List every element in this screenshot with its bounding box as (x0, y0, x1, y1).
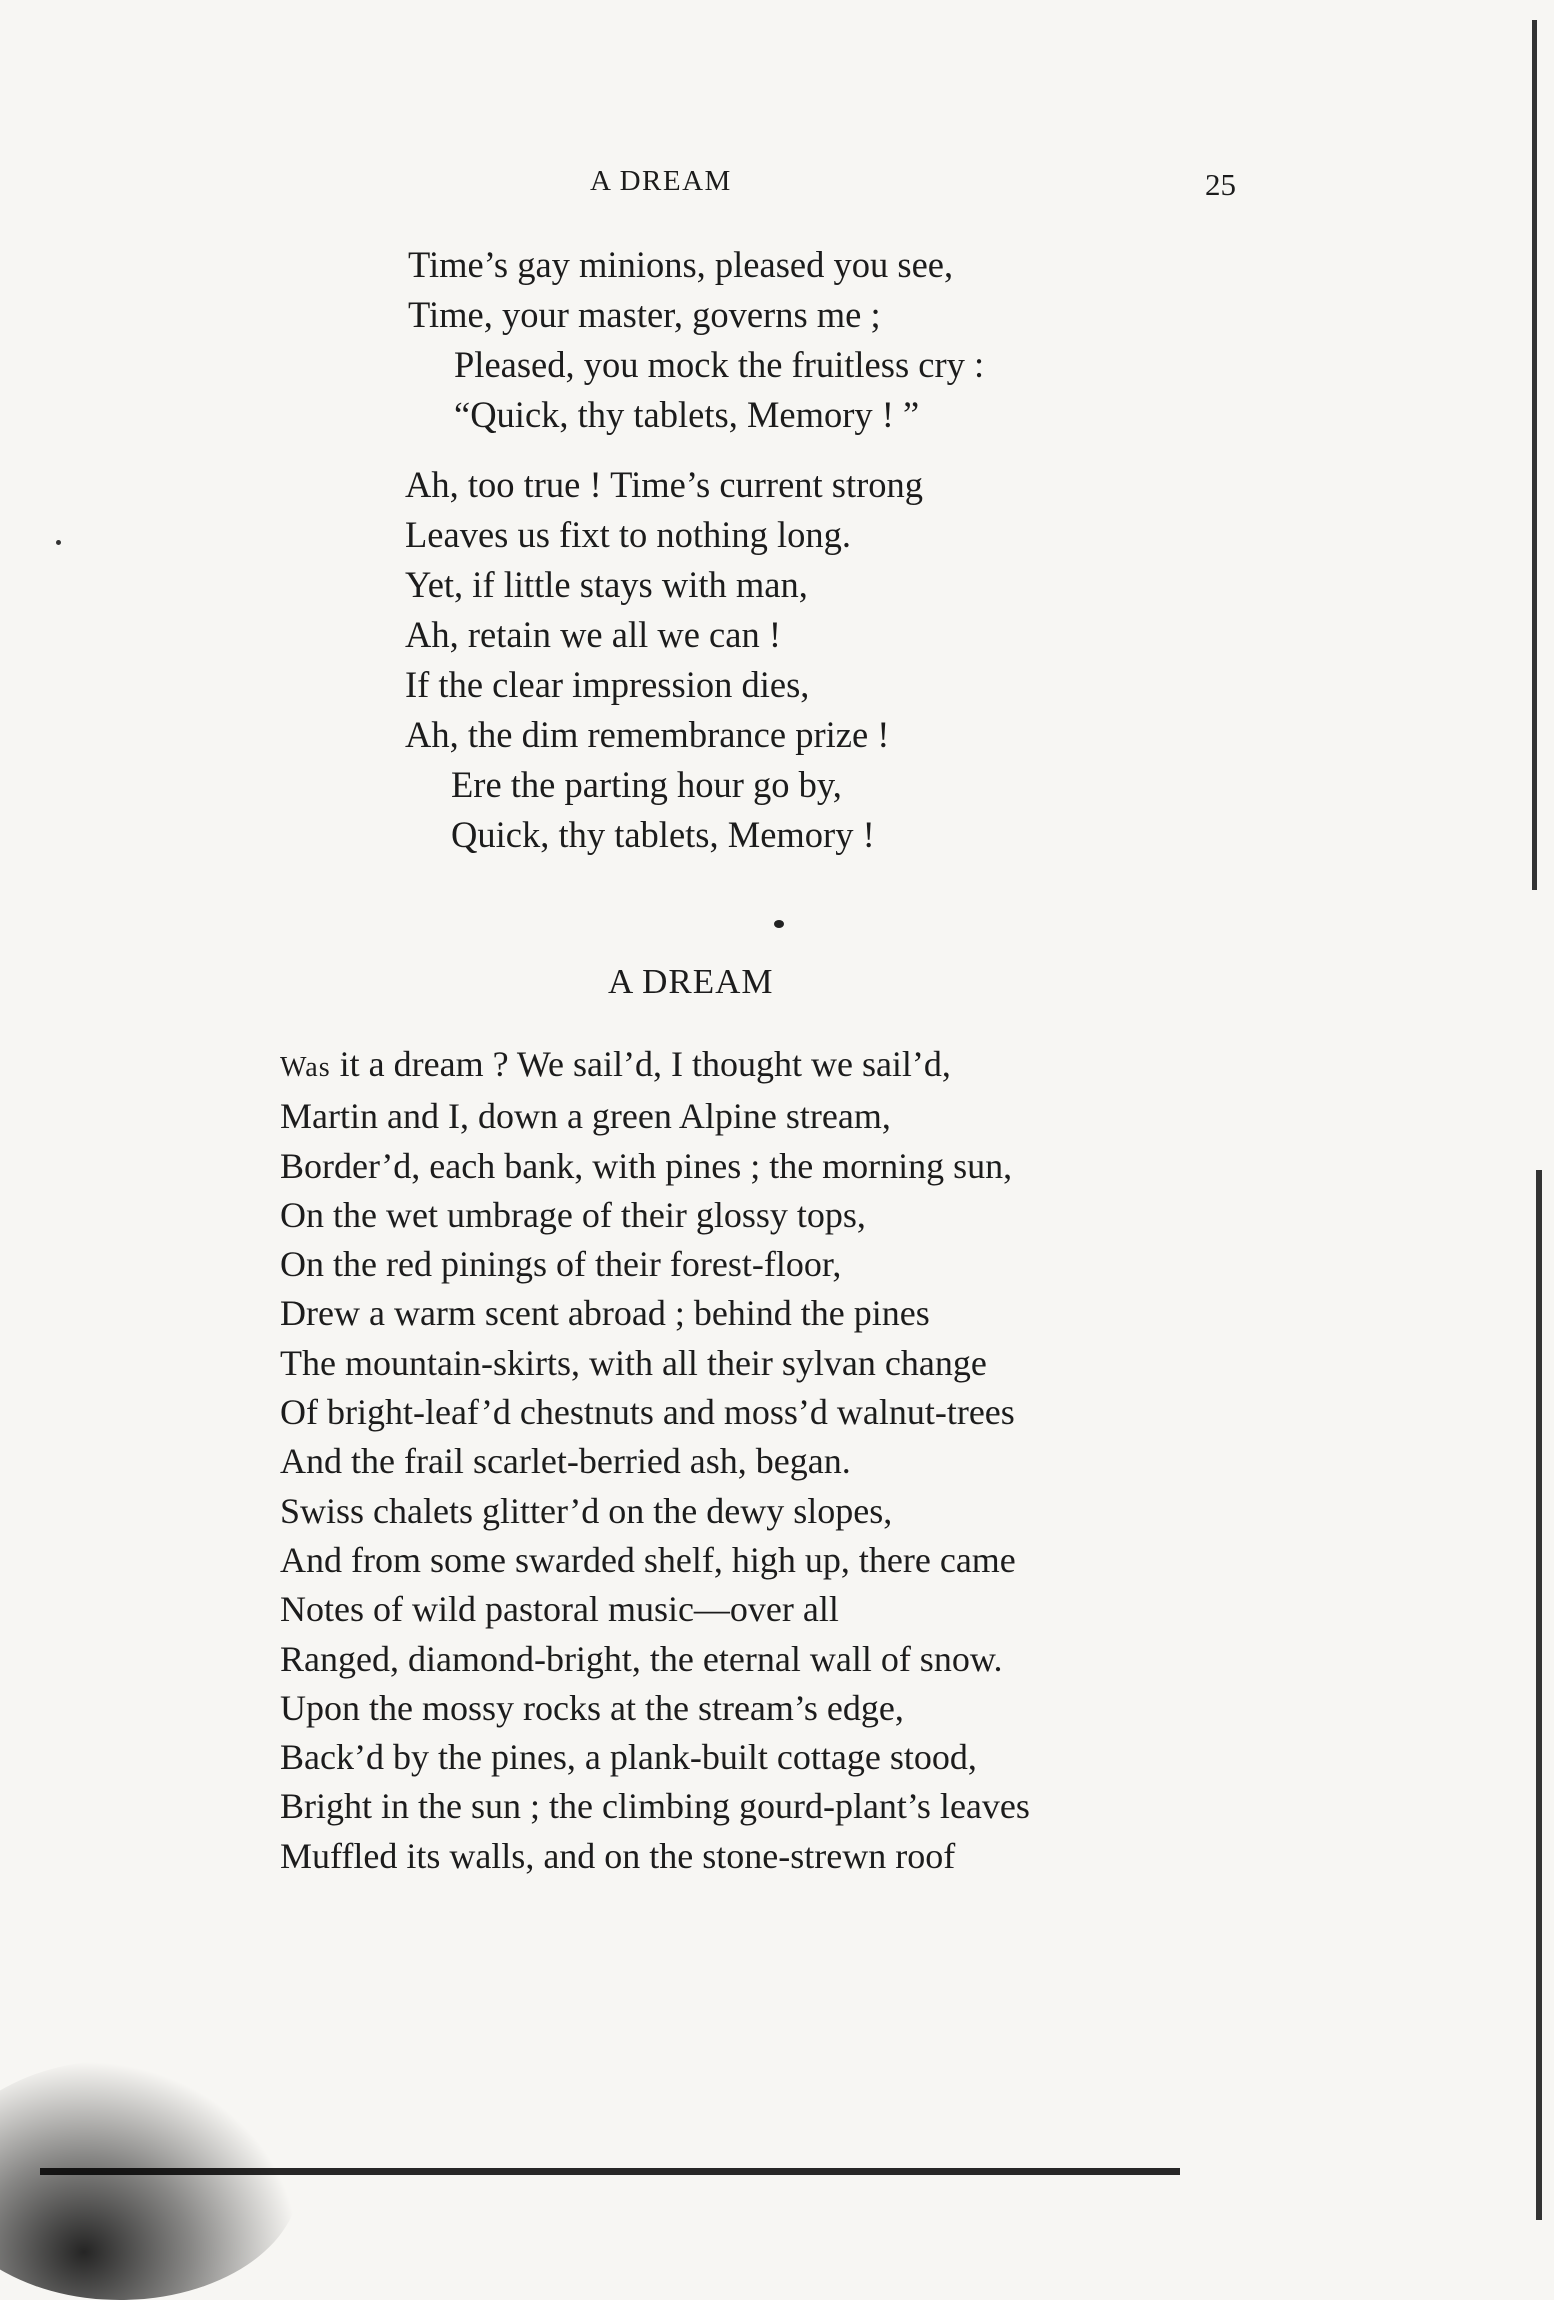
scan-shadow-bottom-left (0, 2060, 300, 2300)
verse-line: Back’d by the pines, a plank-built cottage stood, (280, 1737, 977, 1778)
previous-poem-stanza-1 (408, 240, 984, 440)
verse-line: Upon the mossy rocks at the stream’s edge, (280, 1687, 904, 1728)
verse-line: Bright in the sun ; the climbing gourd-plant’s leaves (280, 1786, 1030, 1827)
verse-line: Pleased, you mock the fruitless cry : (454, 344, 985, 385)
verse-line: Swiss chalets glitter’d on the dewy slopes, (280, 1490, 893, 1531)
verse-line: And from some swarded shelf, high up, there came (280, 1539, 1016, 1580)
verse-line: Quick, thy tablets, Memory ! (451, 814, 875, 855)
verse-line: If the clear impression dies, (405, 664, 810, 705)
first-line-rest: it a dream ? We sail’d, I thought we sail’d, (330, 1044, 951, 1084)
verse-line: Leaves us fixt to nothing long. (405, 514, 852, 555)
verse-line: Ah, retain we all we can ! (405, 614, 781, 655)
verse-line: Time’s gay minions, pleased you see, (408, 244, 954, 285)
verse-line: Ah, too true ! Time’s current strong (405, 464, 924, 505)
page-number: 25 (1205, 167, 1236, 202)
verse-line: The mountain-skirts, with all their sylvan change (280, 1342, 987, 1383)
verse-line-first (280, 1040, 1030, 1092)
previous-poem-stanza-2 (405, 460, 923, 860)
verse-line: Ah, the dim remembrance prize ! (405, 714, 890, 755)
verse-line: Ranged, diamond-bright, the eternal wall of snow. (280, 1638, 1003, 1679)
poem-body (280, 1040, 1030, 1881)
verse-line: On the wet umbrage of their glossy tops, (280, 1194, 866, 1235)
verse-line: Yet, if little stays with man, (405, 564, 808, 605)
verse-line: Drew a warm scent abroad ; behind the pines (280, 1293, 930, 1334)
verse-line: Martin and I, down a green Alpine stream, (280, 1096, 891, 1137)
running-head (0, 165, 1554, 205)
ink-dot (56, 540, 61, 545)
scan-edge-right-lower (1536, 1170, 1542, 2220)
verse-line: Ere the parting hour go by, (451, 764, 842, 805)
scan-edge-right-upper (1532, 20, 1537, 890)
verse-line: Time, your master, governs me ; (408, 294, 881, 335)
first-word-smallcaps: Was (280, 1052, 331, 1083)
verse-line: Muffled its walls, and on the stone-strewn roof (280, 1835, 956, 1876)
verse-line: And the frail scarlet-berried ash, began. (280, 1441, 851, 1482)
verse-line: On the red pinings of their forest-floor, (280, 1244, 842, 1285)
verse-line: Border’d, each bank, with pines ; the morning sun, (280, 1145, 1013, 1186)
ink-dot (774, 920, 784, 928)
running-head-title: A DREAM (590, 165, 732, 197)
verse-line: Notes of wild pastoral music—over all (280, 1589, 839, 1630)
poem-title: A DREAM (608, 962, 774, 1001)
verse-line: “Quick, thy tablets, Memory ! ” (454, 394, 920, 435)
verse-line: Of bright-leaf’d chestnuts and moss’d walnut-trees (280, 1392, 1015, 1433)
